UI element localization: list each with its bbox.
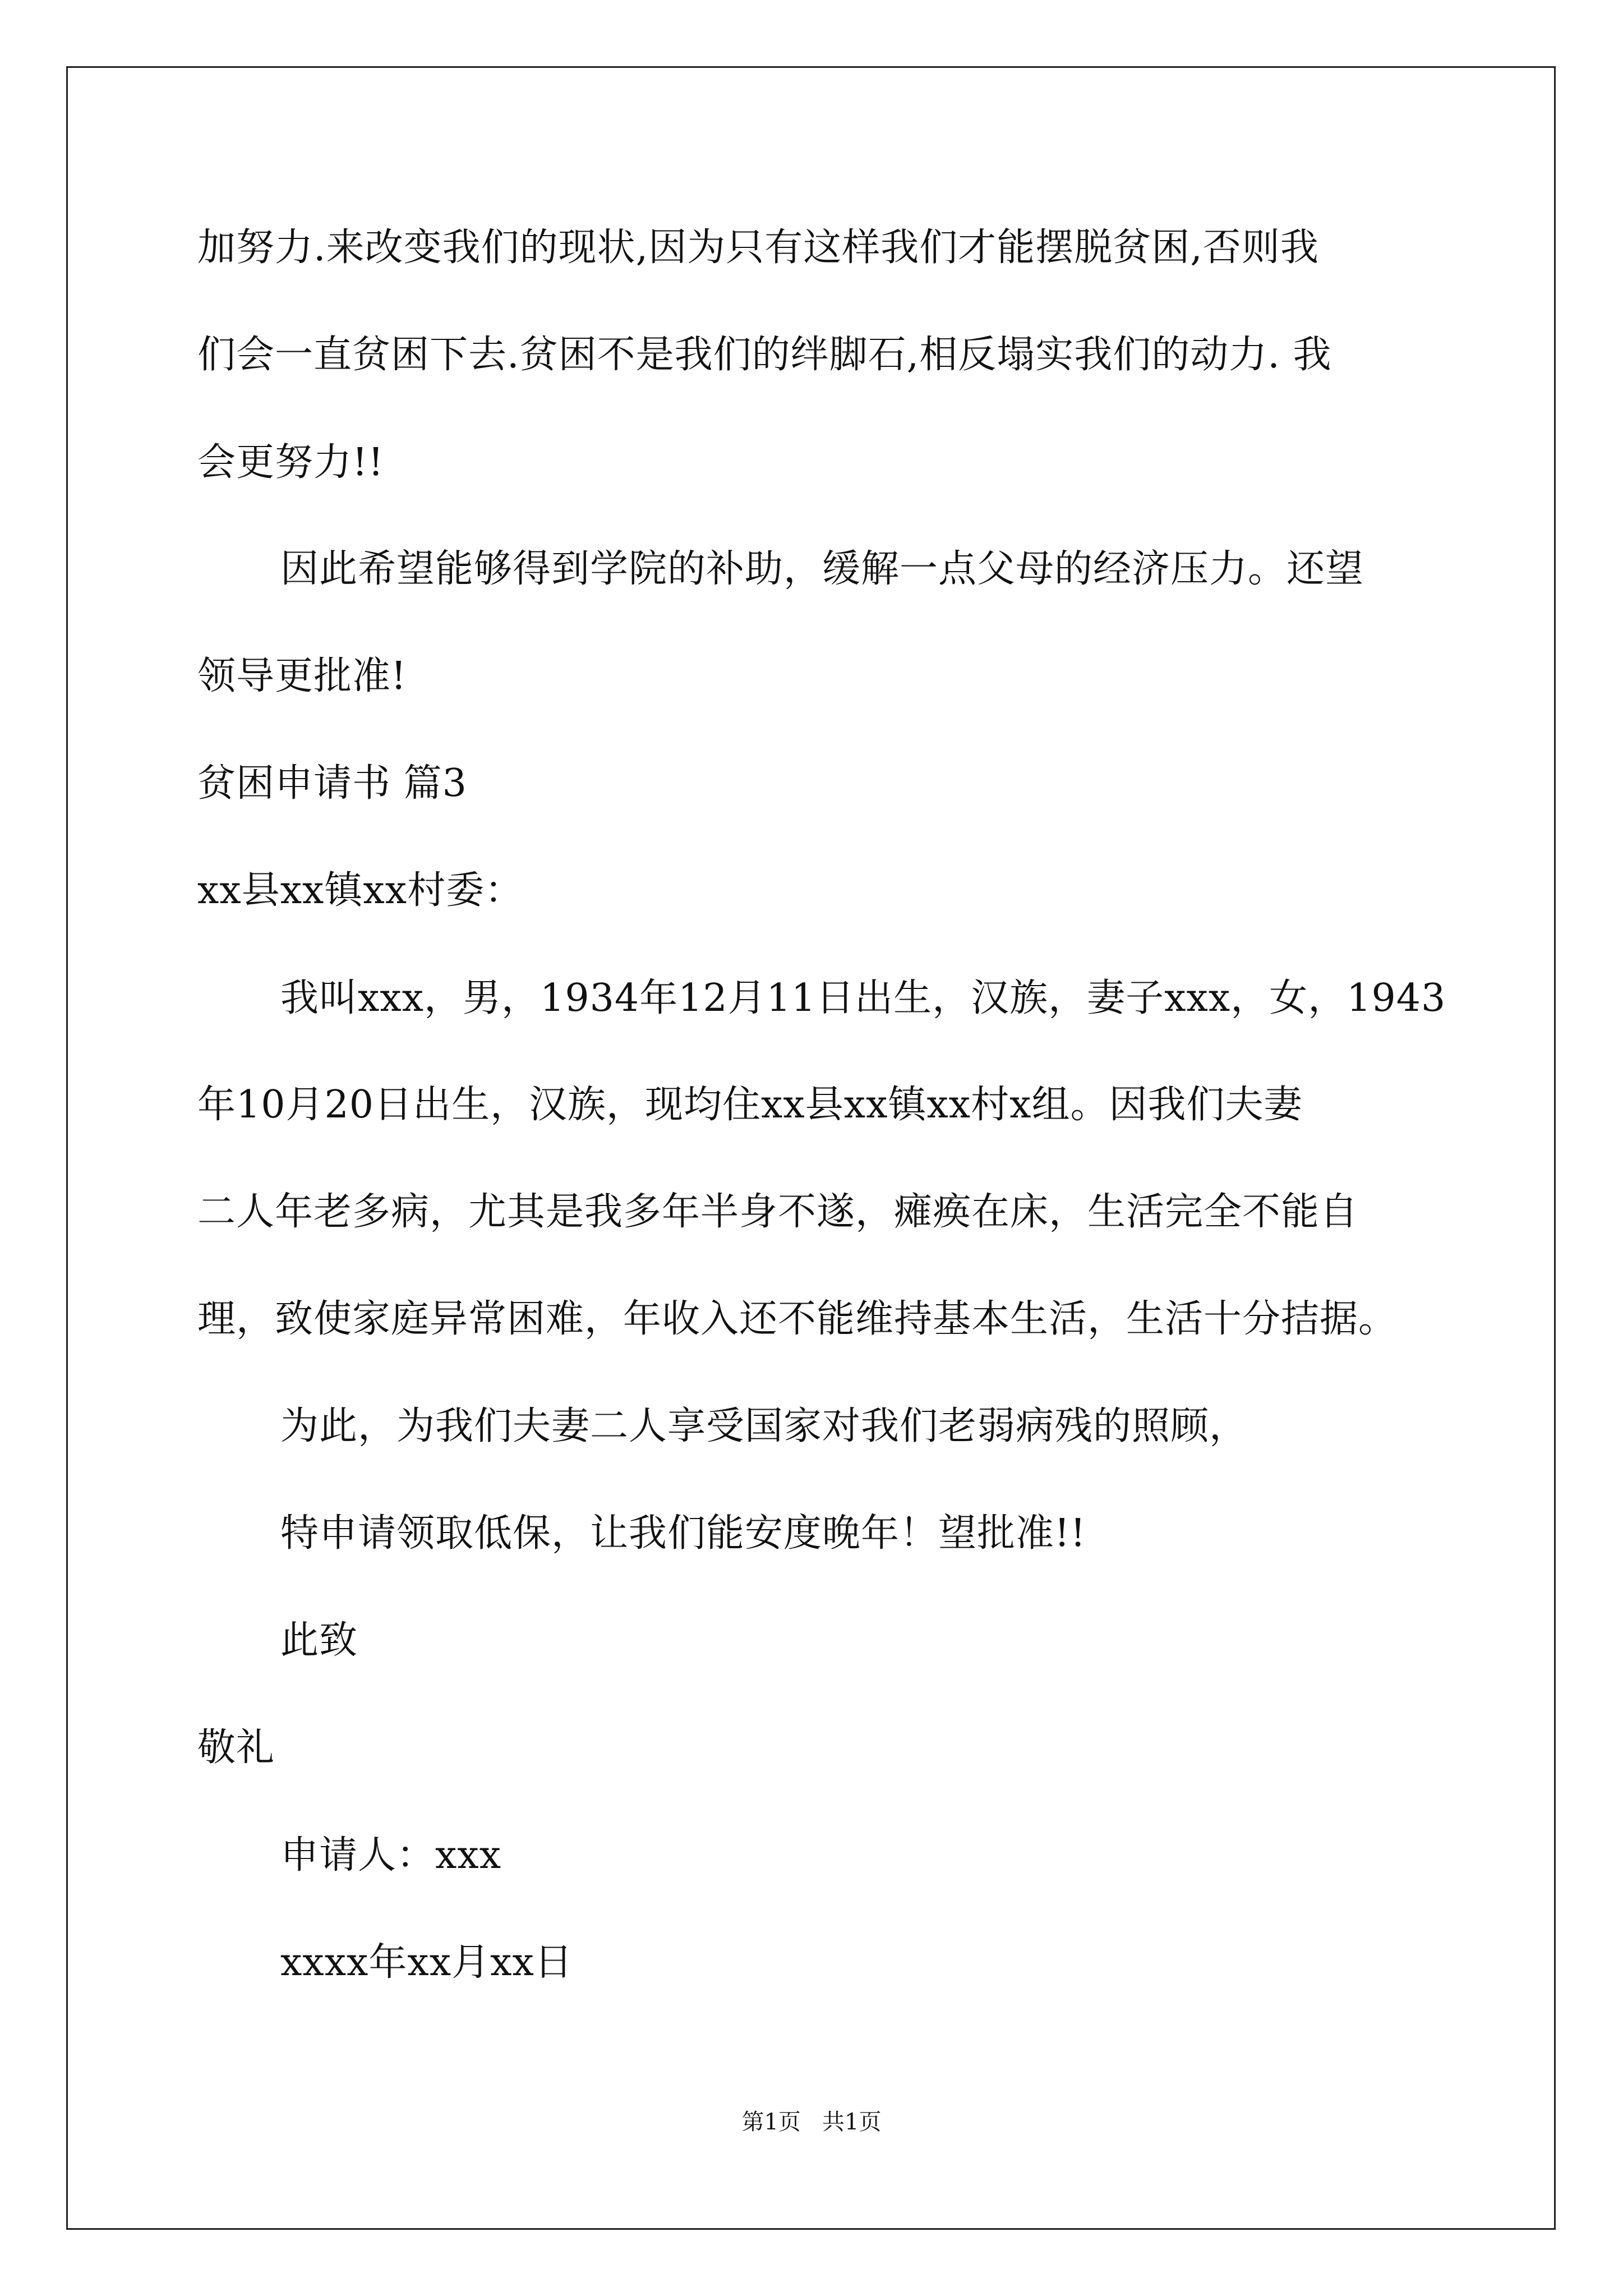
body-text-line: 特申请领取低保，让我们能安度晚年！望批准!! — [280, 1511, 1086, 1556]
body-text-line: 领导更批准! — [197, 654, 407, 698]
page-footer: 第1页 共1页 — [741, 2109, 882, 2135]
closing-regards: 敬礼 — [197, 1726, 275, 1770]
letter-recipient: xx县xx镇xx村委： — [197, 868, 524, 913]
body-text-line: 二人年老多病，尤其是我多年半身不遂，瘫痪在床，生活完全不能自 — [197, 1190, 1359, 1234]
applicant-signature: 申请人：xxx — [280, 1833, 502, 1878]
section-heading: 贫困申请书 篇3 — [197, 761, 467, 806]
body-text-line: 会更努力!! — [197, 440, 384, 485]
letter-date: xxxx年xx月xx日 — [280, 1940, 573, 1985]
closing-salutation: 此致 — [280, 1618, 358, 1663]
body-text-line: 我叫xxx，男，1934年12月11日出生，汉族，妻子xxx，女，1943 — [280, 976, 1446, 1020]
body-text-line: 理，致使家庭异常困难，年收入还不能维持基本生活，生活十分拮据。 — [197, 1297, 1398, 1341]
page-border — [66, 66, 1556, 2230]
body-text-line: 因此希望能够得到学院的补助，缓解一点父母的经济压力。还望 — [280, 547, 1364, 591]
body-text-line: 加努力.来改变我们的现状,因为只有这样我们才能摆脱贫困,否则我 — [197, 226, 1319, 270]
body-text-line: 为此，为我们夫妻二人享受国家对我们老弱病残的照顾， — [280, 1404, 1248, 1448]
body-text-line: 年10月20日出生，汉族，现均住xx县xx镇xx村x组。因我们夫妻 — [197, 1083, 1303, 1127]
body-text-line: 们会一直贫困下去.贫困不是我们的绊脚石,相反塌实我们的动力. 我 — [197, 333, 1332, 377]
